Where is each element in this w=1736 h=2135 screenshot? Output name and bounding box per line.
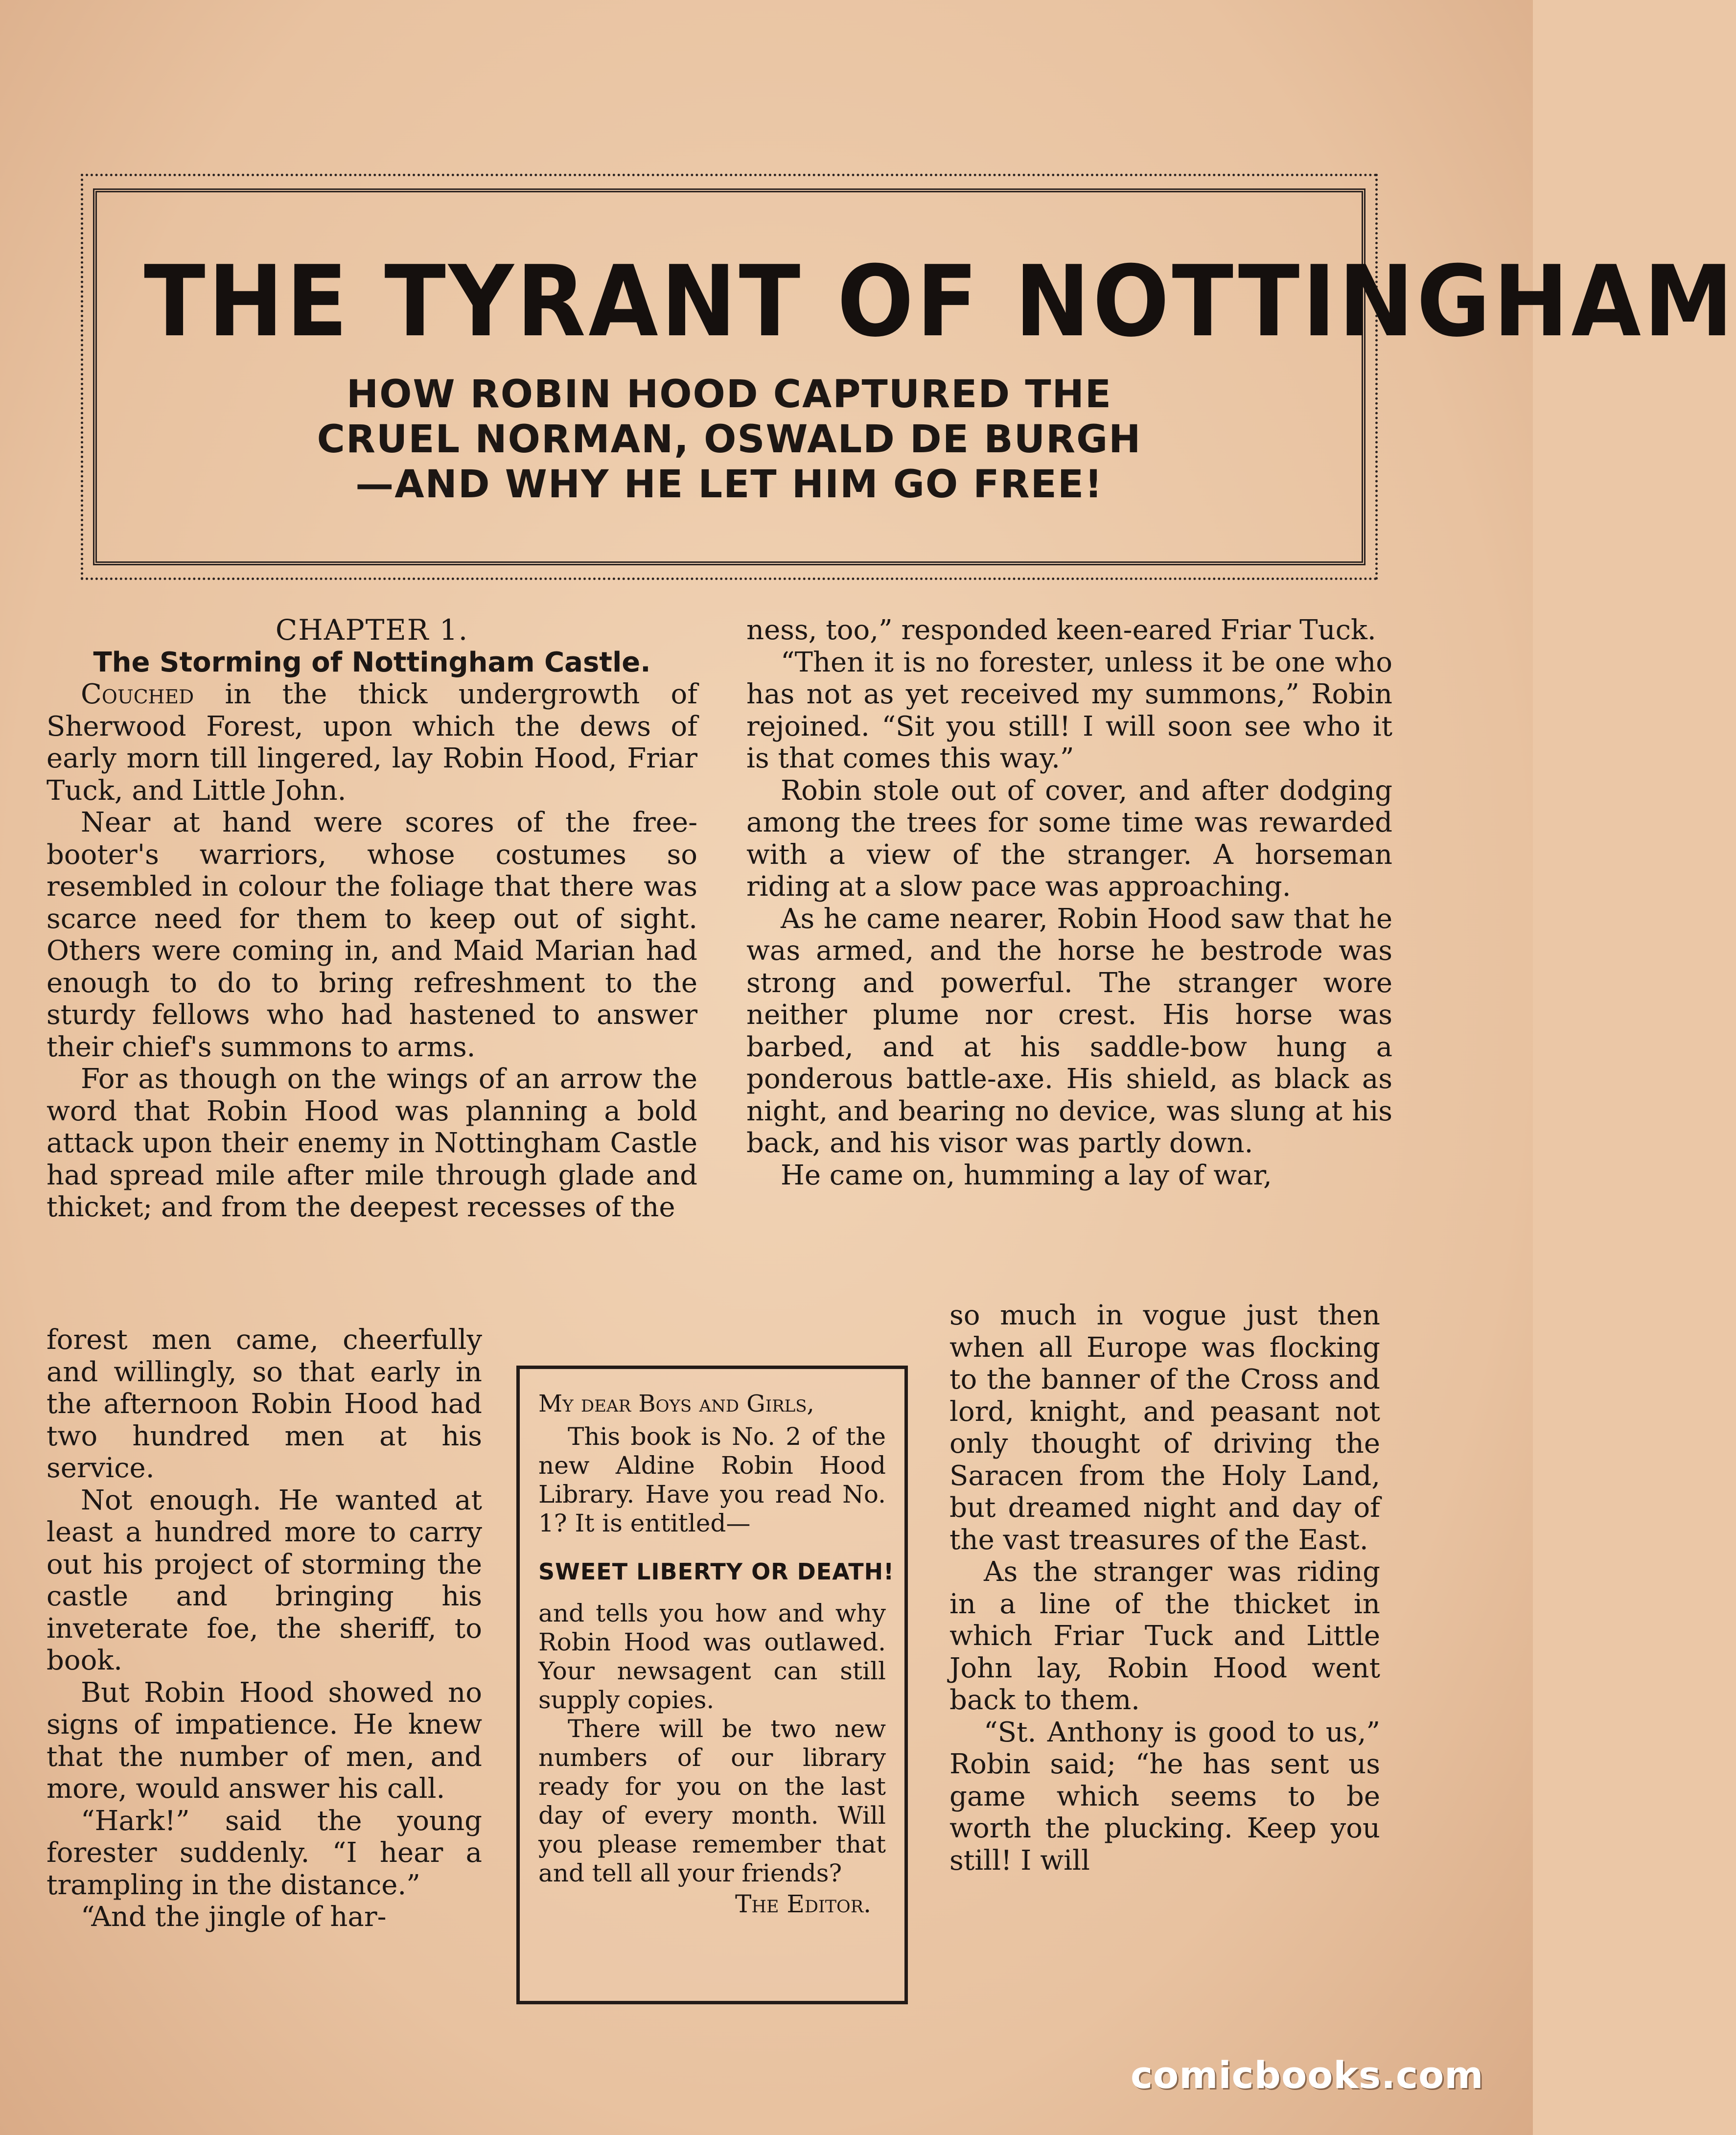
editor-paragraph: and tells you how and why Robin Hood was outlawed. Your newsagent can still supply copies. bbox=[538, 1599, 886, 1714]
paragraph: “St. Anthony is good to us,” Robin said; “he has sent us game which seems to be worth the plucking. Keep you still! I will bbox=[949, 1716, 1380, 1877]
paragraph: As he came nearer, Robin Hood saw that he was armed, and the horse he bestrode was strong and powerful. The stranger wore neither plume nor crest. His horse was barbed, and at his saddle-bow hung a ponderous battle-axe. His shield, as black as night, and bearing no device, was slung at his back, and his visor was partly down. bbox=[746, 903, 1392, 1159]
editor-paragraph: This book is No. 2 of the new Aldine Robin Hood Library. Have you read No. 1? It is entitled— bbox=[538, 1422, 886, 1537]
paragraph: For as though on the wings of an arrow the word that Robin Hood was planning a bold attack upon their enemy in Nottingham Castle had spread mile after mile through glade and thicket; and from the deepest recesses of the bbox=[46, 1063, 697, 1223]
paragraph: “Then it is no forester, unless it be one who has not as yet received my summons,” Robin rejoined. “Sit you still! I will soon see who it is that comes this way.” bbox=[746, 646, 1392, 774]
editor-signature: The Editor. bbox=[735, 1890, 871, 1918]
paragraph: “And the jingle of har- bbox=[81, 1901, 387, 1933]
subtitle-line: —AND WHY HE LET HIM GO FREE! bbox=[355, 463, 1103, 507]
chapter-title: The Storming of Nottingham Castle. bbox=[93, 646, 651, 678]
left-column bbox=[46, 614, 697, 1224]
paragraph: He came on, humming a lay of war, bbox=[781, 1159, 1272, 1191]
paragraph: ness, too,” responded keen-eared Friar Tuck. bbox=[746, 614, 1376, 646]
paragraph: As the stranger was riding in a line of the thicket in which Friar Tuck and Little John lay, Robin Hood went back to them. bbox=[949, 1556, 1380, 1716]
subtitle-line: HOW ROBIN HOOD CAPTURED THE bbox=[346, 372, 1112, 417]
subtitle-line: CRUEL NORMAN, OSWALD DE BURGH bbox=[317, 418, 1142, 462]
paragraph: But Robin Hood showed no signs of impatience. He knew that the number of men, and more, would answer his call. bbox=[46, 1676, 482, 1805]
right-column-narrow bbox=[949, 1300, 1380, 1877]
paragraph: Near at hand were scores of the free-booter's warriors, whose costumes so resembled in colour the foliage that there was scarce need for them to keep out of sight. Others were coming in, and Maid Marian had enough to do to bring refreshment to the sturdy fellows who had hastened to answer their chief's summons to arms. bbox=[46, 807, 697, 1063]
book-title: SWEET LIBERTY OR DEATH! bbox=[538, 1558, 895, 1585]
lead-word: Couched bbox=[81, 678, 194, 710]
editor-note-box bbox=[516, 1366, 908, 2004]
right-column bbox=[746, 614, 1392, 1191]
paragraph: Not enough. He wanted at least a hundred more to carry out his project of storming the castle and bringing his inveterate foe, the sheriff, to book. bbox=[46, 1484, 482, 1676]
editor-greeting: My dear Boys and Girls, bbox=[538, 1390, 814, 1417]
paragraph: “Hark!” said the young forester suddenly. “I hear a trampling in the distance.” bbox=[46, 1805, 482, 1901]
story-subtitle bbox=[93, 372, 1366, 507]
left-column-narrow bbox=[46, 1324, 482, 1933]
paragraph: so much in vogue just then when all Europe was flocking to the banner of the Cross and lord, knight, and peasant not only thought of driving the Saracen from the Holy Land, but dreamed night and day of the vast treasures of the East. bbox=[949, 1300, 1380, 1556]
editor-paragraph: There will be two new numbers of our library ready for you on the last day of every month. Will you please remember that and tell all your friends? bbox=[538, 1715, 886, 1887]
story-title: THE TYRANT OF NOTTINGHAM bbox=[144, 245, 1736, 359]
watermark: comicbooks.com bbox=[1131, 2053, 1484, 2097]
paragraph bbox=[46, 678, 697, 807]
paragraph-text: in the thick undergrowth of Sherwood Forest, upon which the dews of early morn till lingered, lay Robin Hood, Friar Tuck, and Little John. bbox=[46, 678, 697, 807]
paragraph: forest men came, cheerfully and willingly, so that early in the afternoon Robin Hood had two hundred men at his service. bbox=[46, 1324, 482, 1484]
chapter-number: CHAPTER 1. bbox=[275, 613, 469, 647]
paragraph: Robin stole out of cover, and after dodging among the trees for some time was rewarded with a view of the stranger. A horseman riding at a slow pace was approaching. bbox=[746, 774, 1392, 903]
